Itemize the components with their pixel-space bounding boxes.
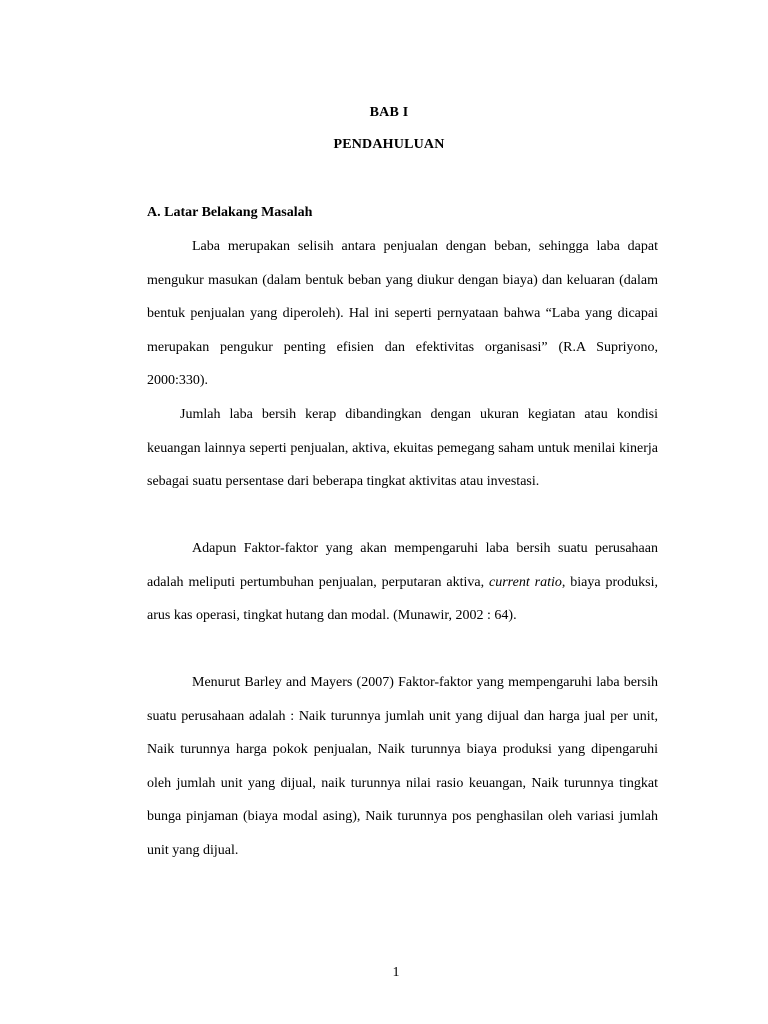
chapter-title: PENDAHULUAN: [333, 137, 445, 152]
paragraph-3-italic-term: current ratio: [489, 574, 562, 590]
paragraph-1: Laba merupakan selisih antara penjualan dengan beban, sehingga laba dapat mengukur masukan (dalam bentuk beban yang diukur dengan biaya) dan keluaran (dalam bentuk penjualan yang diperoleh). Hal ini seperti pernyataan bahwa “Laba yang dicapai merupakan pengukur penting efisien dan efektivitas organisasi” (R.A Supriyono, 2000:330).: [147, 239, 658, 388]
page-number: 1: [392, 965, 400, 980]
paragraph-3-text-end: , biaya produksi, arus kas operasi, tingkat hutang dan modal. (Munawir, 2002 : 64).: [147, 574, 658, 623]
paragraph-2: Jumlah laba bersih kerap dibandingkan dengan ukuran kegiatan atau kondisi keuangan lainnya seperti penjualan, aktiva, ekuitas pemegang saham untuk menilai kinerja sebagai suatu persentase dari beberapa tingkat aktivitas atau investasi.: [147, 407, 658, 489]
section-title: A. Latar Belakang Masalah: [147, 205, 313, 220]
paragraph-3-text-start: Adapun Faktor-faktor yang akan mempengaruhi laba bersih suatu perusahaan adalah meliputi pertumbuhan penjualan, perputaran aktiva,: [147, 541, 658, 590]
chapter-label: BAB I: [369, 105, 409, 120]
paragraph-4: Menurut Barley and Mayers (2007) Faktor-faktor yang mempengaruhi laba bersih suatu perusahaan adalah : Naik turunnya jumlah unit yang dijual dan harga jual per unit, Naik turunnya harga pokok penjualan, Naik turunnya biaya produksi yang dipengaruhi oleh jumlah unit yang dijual, naik turunnya nilai rasio keuangan, Naik turunnya tingkat bunga pinjaman (biaya modal asing), Naik turunnya pos penghasilan oleh variasi jumlah unit yang dijual.: [147, 675, 658, 858]
paragraph-3: [147, 532, 658, 633]
